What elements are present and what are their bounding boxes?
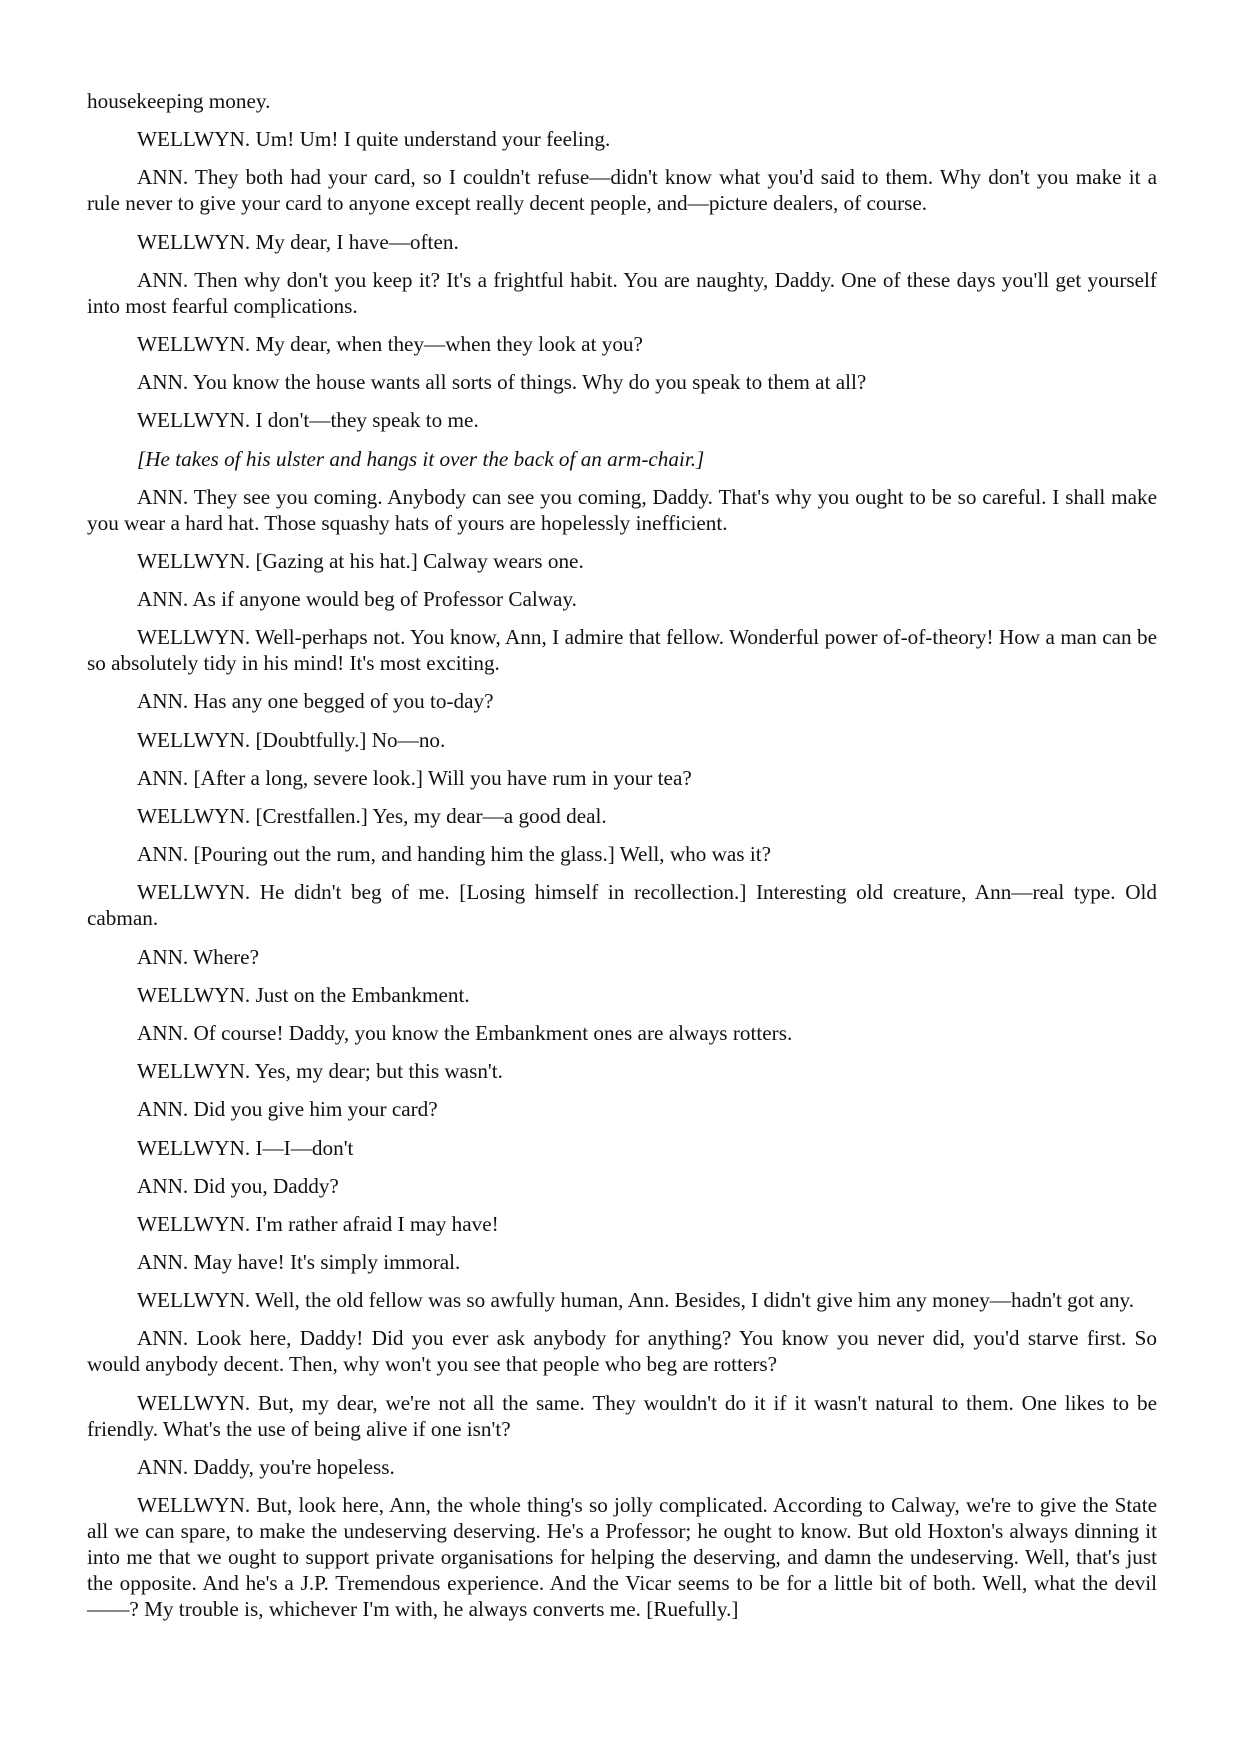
dialogue-line: WELLWYN. Um! Um! I quite understand your feeling. [137, 127, 611, 152]
dialogue-line: ANN. They see you coming. Anybody can see you coming, Daddy. That's why you ought to be so careful. I shall make you wear a hard hat. Those squashy hats of yours are hopelessly inefficient. [87, 484, 1157, 535]
dialogue-line: WELLWYN. My dear, when they—when they look at you? [137, 331, 643, 356]
paragraph-continuation: housekeeping money. [87, 89, 271, 113]
dialogue-line: ANN. Look here, Daddy! Did you ever ask anybody for anything? You know you never did, you'd starve first. So would anybody decent. Then, why won't you see that people who beg are rotters? [87, 1326, 1157, 1377]
dialogue-line: WELLWYN. Well-perhaps not. You know, Ann, I admire that fellow. Wonderful power of-of-theory! How a man can be so absolutely tidy in his mind! It's most exciting. [87, 625, 1157, 676]
dialogue-line: WELLWYN. [Gazing at his hat.] Calway wears one. [137, 548, 584, 573]
dialogue-line: ANN. [After a long, severe look.] Will you have rum in your tea? [137, 765, 692, 790]
dialogue-line: WELLWYN. He didn't beg of me. [Losing himself in recollection.] Interesting old creature, Ann—real type. Old cabman. [87, 880, 1157, 931]
dialogue-line: ANN. [Pouring out the rum, and handing him the glass.] Well, who was it? [137, 842, 772, 867]
dialogue-line: WELLWYN. I'm rather afraid I may have! [137, 1211, 499, 1236]
dialogue-line: WELLWYN. Yes, my dear; but this wasn't. [137, 1059, 503, 1084]
dialogue-line: WELLWYN. Well, the old fellow was so awfully human, Ann. Besides, I didn't give him any money—hadn't got any. [137, 1288, 1135, 1313]
dialogue-line: WELLWYN. [Doubtfully.] No—no. [137, 727, 446, 752]
dialogue-line: ANN. Of course! Daddy, you know the Embankment ones are always rotters. [137, 1020, 793, 1045]
dialogue-line: WELLWYN. But, my dear, we're not all the same. They wouldn't do it if it wasn't natural to them. One likes to be friendly. What's the use of being alive if one isn't? [87, 1390, 1157, 1441]
dialogue-line: WELLWYN. But, look here, Ann, the whole thing's so jolly complicated. According to Calway, we're to give the State all we can spare, to make the undeserving deserving. He's a Professor; he ought to know. But old Hoxton's always dinning it into me that we ought to support private organisations for helping the deserving, and damn the undeserving. Well, that's just the opposite. And he's a J.P. Tremendous experience. And the Vicar seems to be for a little bit of both. Well, what the devil——? My trouble is, whichever I'm with, he always converts me. [Ruefully.] [87, 1493, 1157, 1621]
dialogue-line: ANN. Did you give him your card? [137, 1097, 438, 1122]
document-page [87, 88, 1157, 1634]
dialogue-line: ANN. Where? [137, 944, 259, 969]
dialogue-line: WELLWYN. Just on the Embankment. [137, 982, 470, 1007]
dialogue-line: ANN. They both had your card, so I couldn't refuse—didn't know what you'd said to them. Why don't you make it a rule never to give your card to anyone except really decent people, and—picture dealers, of course. [87, 165, 1157, 216]
dialogue-line: WELLWYN. My dear, I have—often. [137, 229, 459, 254]
dialogue-line: ANN. Daddy, you're hopeless. [137, 1454, 395, 1479]
dialogue-line: WELLWYN. I don't—they speak to me. [137, 408, 479, 433]
dialogue-line: WELLWYN. [Crestfallen.] Yes, my dear—a good deal. [137, 804, 607, 828]
dialogue-line: ANN. Did you, Daddy? [137, 1173, 339, 1198]
dialogue-line: ANN. Has any one begged of you to-day? [137, 689, 494, 714]
dialogue-line: ANN. You know the house wants all sorts of things. Why do you speak to them at all? [137, 370, 867, 395]
stage-direction: [He takes of his ulster and hangs it over the back of an arm-chair.] [137, 446, 705, 471]
dialogue-line: ANN. May have! It's simply immoral. [137, 1250, 461, 1275]
dialogue-line: WELLWYN. I—I—don't [137, 1135, 354, 1160]
dialogue-line: ANN. Then why don't you keep it? It's a frightful habit. You are naughty, Daddy. One of these days you'll get yourself into most fearful complications. [87, 267, 1157, 318]
dialogue-line: ANN. As if anyone would beg of Professor Calway. [137, 587, 577, 612]
